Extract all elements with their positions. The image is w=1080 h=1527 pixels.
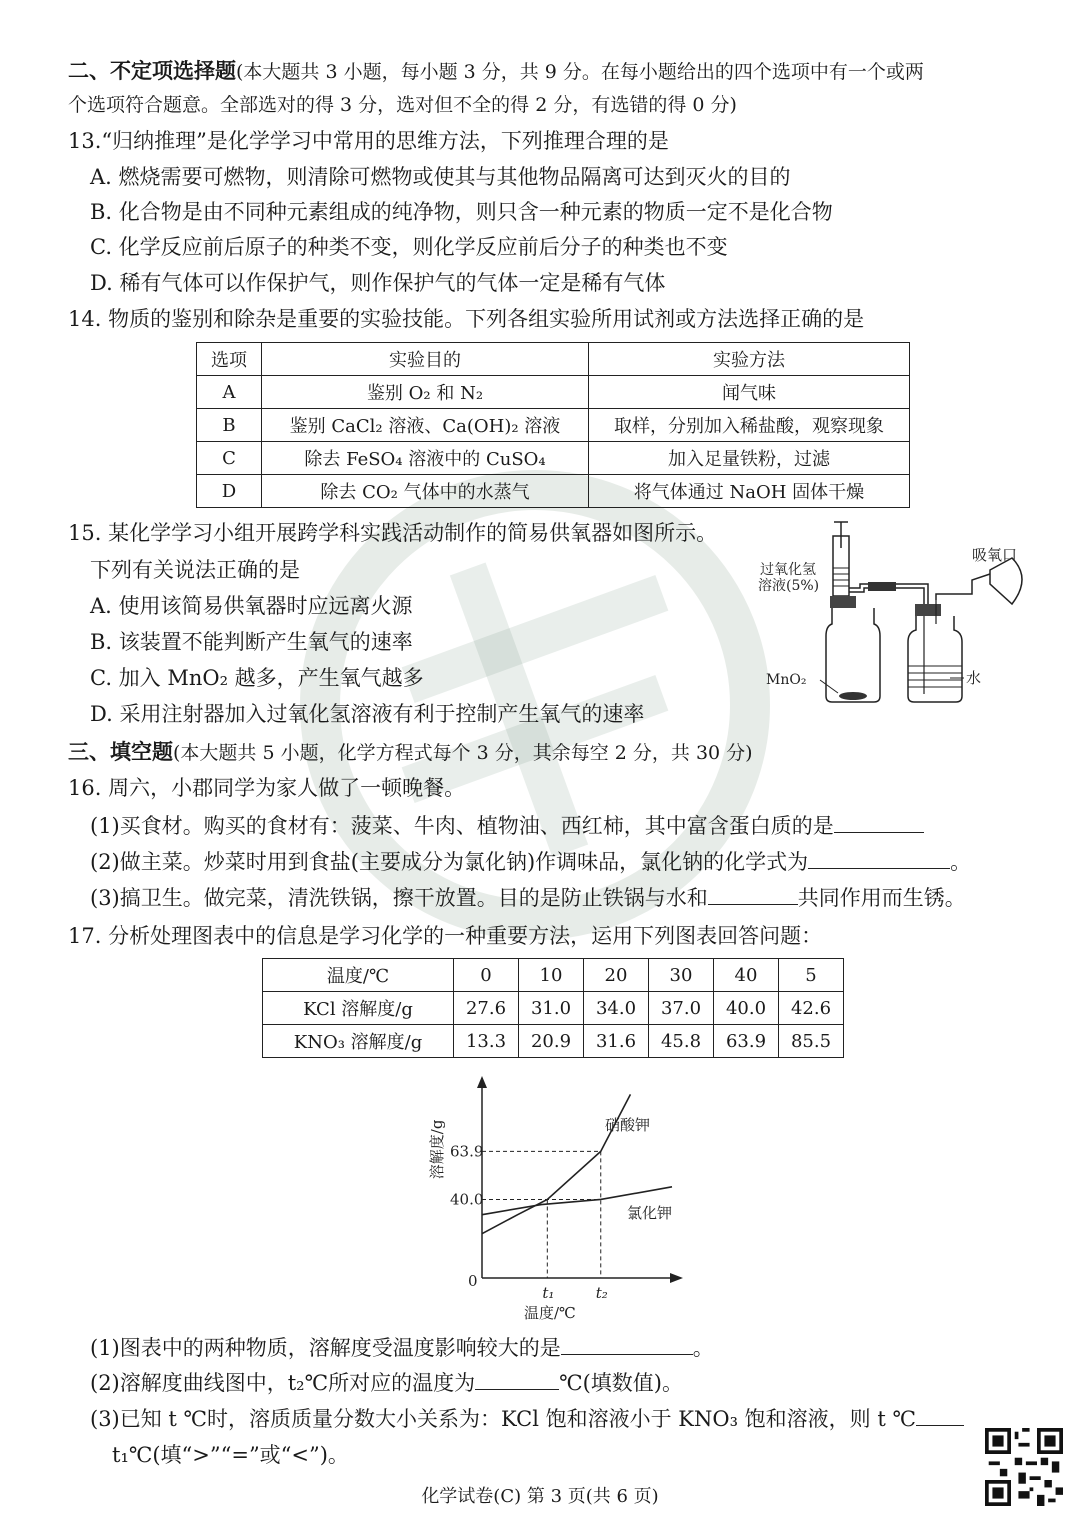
- table-header-cell: 30: [649, 959, 714, 992]
- tick-label: t₁: [542, 1284, 555, 1302]
- tick-label: 63.9: [450, 1142, 484, 1161]
- q15-option-a: A. 使用该简易供氧器时应远离火源: [90, 594, 413, 618]
- table-header-cell: 10: [519, 959, 584, 992]
- table-cell: 除去 FeSO₄ 溶液中的 CuSO₄: [262, 442, 589, 475]
- origin-label: 0: [468, 1272, 478, 1290]
- table-header-cell: 5: [779, 959, 844, 992]
- table-cell: 鉴别 CaCl₂ 溶液、Ca(OH)₂ 溶液: [262, 409, 589, 442]
- q16-stem: 16. 周六，小郡同学为家人做了一顿晚餐。: [68, 776, 466, 800]
- table-header-cell: 选项: [197, 343, 262, 376]
- table-row: [263, 992, 844, 1025]
- q16-part-2-end: 。: [950, 850, 972, 874]
- q13-option-b: B. 化合物是由不同种元素组成的纯净物，则只含一种元素的物质一定不是化合物: [90, 200, 833, 224]
- q17-part-3-text: (3)已知 t ℃时，溶质质量分数大小关系为：KCl 饱和溶液小于 KNO₃ 饱和溶液，则 t ℃: [90, 1407, 916, 1431]
- table-cell: 37.0: [649, 992, 714, 1025]
- tick-label: 40.0: [450, 1190, 484, 1209]
- oxygen-mask: [990, 558, 1022, 604]
- section3-desc: (本大题共 5 小题，化学方程式每个 3 分，其余每空 2 分，共 30 分): [173, 742, 753, 764]
- q13-option-d: D. 稀有气体可以作保护气，则作保护气的气体一定是稀有气体: [90, 271, 666, 295]
- q17-stem: 17. 分析处理图表中的信息是学习化学的一种重要方法，运用下列图表回答问题：: [68, 924, 823, 948]
- q17-part-1: [90, 1333, 714, 1363]
- section3-header: [68, 737, 753, 768]
- q17-part-1-end: 。: [692, 1336, 714, 1360]
- table-cell: 40.0: [714, 992, 779, 1025]
- mno2-solid: [839, 692, 867, 700]
- table-header-row: [263, 959, 844, 992]
- q16-part-3-text: (3)搞卫生。做完菜，清洗铁锅，擦干放置。目的是防止铁锅与水和: [90, 886, 708, 910]
- q13-stem: 13.“归纳推理”是化学学习中常用的思维方法，下列推理合理的是: [68, 129, 669, 153]
- table-header-row: [197, 343, 910, 376]
- rubber-tube: [868, 582, 896, 591]
- qr-code[interactable]: [985, 1428, 1063, 1506]
- answer-blank[interactable]: [916, 1405, 964, 1426]
- table-cell: 将气体通过 NaOH 固体干燥: [589, 475, 910, 508]
- x-axis-label: 温度/℃: [524, 1304, 576, 1322]
- table-cell: D: [197, 475, 262, 508]
- q16-part-1: [90, 811, 924, 841]
- label-h2o2: 过氧化氢: [760, 562, 816, 578]
- q16-part-3-end: 共同作用而生锈。: [797, 886, 966, 910]
- solubility-chart: [400, 1068, 700, 1328]
- section2-desc: (本大题共 3 小题，每小题 3 分，共 9 分。在每小题给出的四个选项中有一个或两: [236, 61, 924, 83]
- table-cell: 27.6: [454, 992, 519, 1025]
- table-cell: C: [197, 442, 262, 475]
- q14-stem: 14. 物质的鉴别和除杂是重要的实验技能。下列各组实验所用试剂或方法选择正确的是: [68, 307, 865, 331]
- answer-blank[interactable]: [561, 1334, 693, 1355]
- table-cell: 85.5: [779, 1025, 844, 1058]
- y-axis-label: 溶解度/g: [428, 1119, 446, 1180]
- q17-part-1-text: (1)图表中的两种物质，溶解度受温度影响较大的是: [90, 1336, 561, 1360]
- left-bottle-stopper: [830, 596, 856, 608]
- right-bottle-stopper: [915, 604, 941, 616]
- q14-table: [196, 342, 910, 508]
- table-cell: 63.9: [714, 1025, 779, 1058]
- label-water: 水: [966, 669, 982, 687]
- q17-part-2-text: (2)溶解度曲线图中，t₂℃所对应的温度为: [90, 1371, 476, 1395]
- section2-desc-2: 个选项符合题意。全部选对的得 3 分，选对但不全的得 2 分，有选错的得 0 分): [68, 94, 737, 116]
- table-cell: 31.0: [519, 992, 584, 1025]
- answer-blank[interactable]: [475, 1369, 559, 1390]
- q15-option-b: B. 该装置不能判断产生氧气的速率: [90, 630, 413, 654]
- q15-option-d: D. 采用注射器加入过氧化氢溶液有利于控制产生氧气的速率: [90, 702, 645, 726]
- q17-part-3-cont: t₁℃(填“>”“=”或“<”)。: [112, 1443, 349, 1467]
- q16-part-2: [90, 847, 971, 877]
- table-row: [197, 409, 910, 442]
- table-cell: A: [197, 376, 262, 409]
- q17-part-3: [90, 1404, 964, 1434]
- y-axis-arrow: [477, 1076, 487, 1088]
- table-header-cell: 实验目的: [262, 343, 589, 376]
- table-cell: 20.9: [519, 1025, 584, 1058]
- legend-label-kno3: 硝酸钾: [605, 1116, 651, 1134]
- table-row: [263, 1025, 844, 1058]
- table-cell: 31.6: [584, 1025, 649, 1058]
- section3-title: 三、填空题: [68, 739, 173, 764]
- table-header-cell: 0: [454, 959, 519, 992]
- table-cell: KNO₃ 溶解度/g: [263, 1025, 454, 1058]
- x-axis-arrow: [670, 1273, 683, 1283]
- table-cell: 鉴别 O₂ 和 N₂: [262, 376, 589, 409]
- q17-part-2-end: ℃(填数值)。: [559, 1371, 683, 1395]
- q16-part-1-text: (1)买食材。购买的食材有：菠菜、牛肉、植物油、西红柿，其中富含蛋白质的是: [90, 814, 834, 838]
- oxygen-generator-figure: [750, 518, 1050, 718]
- table-header-cell: 40: [714, 959, 779, 992]
- q15-option-c: C. 加入 MnO₂ 越多，产生氧气越多: [90, 666, 424, 690]
- table-cell: 加入足量铁粉，过滤: [589, 442, 910, 475]
- q16-part-3: [90, 883, 966, 913]
- right-bottle: [908, 616, 962, 702]
- table-cell: KCl 溶解度/g: [263, 992, 454, 1025]
- table-cell: 34.0: [584, 992, 649, 1025]
- table-cell: 闻气味: [589, 376, 910, 409]
- label-h2o2-concentration: 溶液(5%): [758, 578, 820, 594]
- label-mno2: MnO₂: [766, 672, 807, 688]
- table-cell: 除去 CO₂ 气体中的水蒸气: [262, 475, 589, 508]
- q13-option-c: C. 化学反应前后原子的种类不变，则化学反应前后分子的种类也不变: [90, 235, 728, 259]
- table-cell: 取样，分别加入稀盐酸，观察现象: [589, 409, 910, 442]
- solubility-table: [262, 958, 844, 1058]
- table-cell: B: [197, 409, 262, 442]
- table-row: [197, 475, 910, 508]
- page-footer: 化学试卷(C) 第 3 页(共 6 页): [421, 1486, 659, 1507]
- table-row: [197, 376, 910, 409]
- q15-stem-2: 下列有关说法正确的是: [90, 558, 300, 582]
- q15-stem: 15. 某化学学习小组开展跨学科实践活动制作的简易供氧器如图所示。: [68, 521, 718, 545]
- table-header-cell: 温度/℃: [263, 959, 454, 992]
- section2-header: [68, 56, 924, 87]
- table-header-cell: 20: [584, 959, 649, 992]
- q13-option-a: A. 燃烧需要可燃物，则清除可燃物或使其与其他物品隔离可达到灭火的目的: [90, 165, 791, 189]
- table-header-cell: 实验方法: [589, 343, 910, 376]
- table-cell: 13.3: [454, 1025, 519, 1058]
- table-cell: 42.6: [779, 992, 844, 1025]
- table-cell: 45.8: [649, 1025, 714, 1058]
- answer-blank[interactable]: [808, 848, 950, 869]
- legend-label-kcl: 氯化钾: [627, 1204, 673, 1222]
- table-row: [197, 442, 910, 475]
- tick-label: t₂: [595, 1284, 608, 1302]
- section2-title: 二、不定项选择题: [68, 58, 236, 83]
- answer-blank[interactable]: [834, 812, 924, 833]
- answer-blank[interactable]: [708, 884, 798, 905]
- q16-part-2-text: (2)做主菜。炒菜时用到食盐(主要成分为氯化钠)作调味品，氯化钠的化学式为: [90, 850, 809, 874]
- left-bottle: [826, 608, 880, 702]
- label-oxygen-outlet: 吸氧口: [972, 546, 1018, 564]
- q17-part-2: [90, 1368, 683, 1398]
